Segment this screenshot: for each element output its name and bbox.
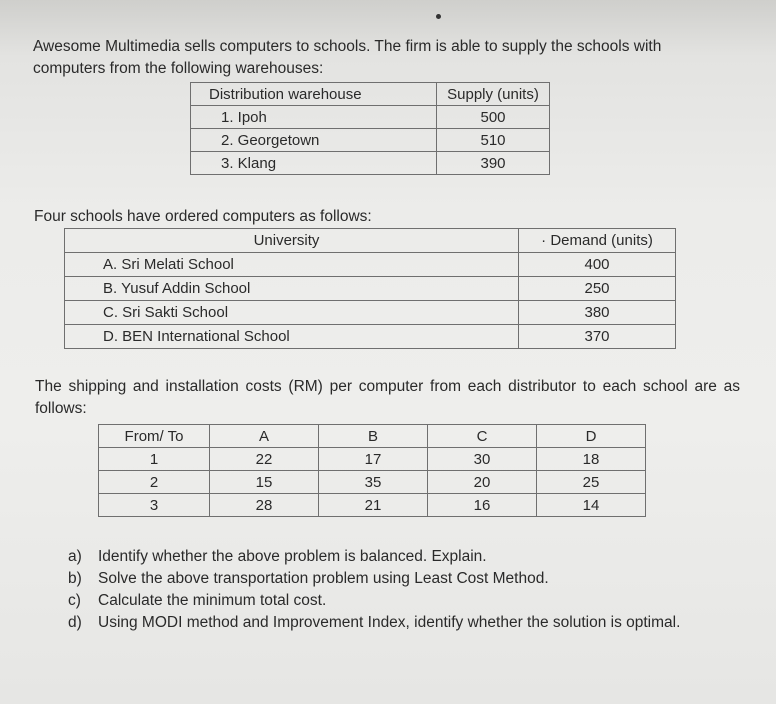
school-name: C. Sri Sakti School — [65, 301, 519, 325]
cost-cell: 18 — [537, 448, 646, 471]
warehouse-supply: 510 — [437, 129, 550, 152]
warehouse-name: 2. Georgetown — [191, 129, 437, 152]
question-text: Calculate the minimum total cost. — [98, 592, 327, 609]
schools-header-row — [65, 229, 676, 253]
school-demand: 370 — [519, 325, 676, 349]
question-text: Identify whether the above problem is balanced. Explain. — [98, 548, 487, 565]
schools-intro-paragraph: Four schools have ordered computers as follows: — [34, 208, 372, 225]
intro-paragraph: Awesome Multimedia sells computers to schools. The firm is able to supply the schools with computers from the following warehouses: — [33, 38, 662, 77]
shipping-intro-paragraph: The shipping and installation costs (RM) per computer from each distributor to each school are as follows: — [35, 378, 740, 417]
school-name: A. Sri Melati School — [65, 253, 519, 277]
question-label: a) — [68, 548, 82, 565]
school-col-header: A — [210, 425, 319, 448]
cost-cell: 20 — [428, 471, 537, 494]
question-item — [68, 568, 740, 590]
cost-cell: 21 — [319, 494, 428, 517]
cost-cell: 35 — [319, 471, 428, 494]
cost-table — [98, 424, 646, 517]
cost-row — [99, 471, 646, 494]
demand-header — [519, 229, 676, 253]
header-mark: · — [541, 232, 547, 249]
question-label: b) — [68, 570, 82, 587]
question-text: Using MODI method and Improvement Index, identify whether the solution is optimal. — [98, 614, 681, 631]
school-row — [65, 253, 676, 277]
cost-cell: 17 — [319, 448, 428, 471]
warehouse-supply: 500 — [437, 106, 550, 129]
question-item — [68, 546, 740, 568]
cost-cell: 14 — [537, 494, 646, 517]
cost-row-label: 1 — [99, 448, 210, 471]
warehouse-supply: 390 — [437, 152, 550, 175]
school-demand: 250 — [519, 277, 676, 301]
school-name: B. Yusuf Addin School — [65, 277, 519, 301]
university-header: University — [65, 229, 519, 253]
school-row — [65, 277, 676, 301]
school-col-header: C — [428, 425, 537, 448]
school-col-header: D — [537, 425, 646, 448]
school-row — [65, 325, 676, 349]
warehouse-row — [191, 129, 550, 152]
question-text: Solve the above transportation problem using Least Cost Method. — [98, 570, 549, 587]
warehouse-row — [191, 152, 550, 175]
warehouse-name: 3. Klang — [191, 152, 437, 175]
warehouse-table — [190, 82, 550, 175]
warehouse-header-row — [191, 83, 550, 106]
school-row — [65, 301, 676, 325]
school-col-header: B — [319, 425, 428, 448]
cost-row — [99, 448, 646, 471]
cost-cell: 15 — [210, 471, 319, 494]
school-demand: 400 — [519, 253, 676, 277]
school-name: D. BEN International School — [65, 325, 519, 349]
cost-cell: 22 — [210, 448, 319, 471]
question-item — [68, 590, 740, 612]
questions-list — [68, 546, 740, 634]
question-label: c) — [68, 592, 81, 609]
warehouse-row — [191, 106, 550, 129]
cost-cell: 30 — [428, 448, 537, 471]
cost-row-label: 2 — [99, 471, 210, 494]
warehouse-name: 1. Ipoh — [191, 106, 437, 129]
question-label: d) — [68, 614, 82, 631]
cost-cell: 28 — [210, 494, 319, 517]
cost-cell: 25 — [537, 471, 646, 494]
demand-header-label: Demand (units) — [550, 232, 653, 249]
cost-row-label: 3 — [99, 494, 210, 517]
cost-header-row — [99, 425, 646, 448]
warehouse-header: Distribution warehouse — [191, 83, 437, 106]
question-item — [68, 612, 740, 634]
from-to-header: From/ To — [99, 425, 210, 448]
cost-row — [99, 494, 646, 517]
supply-header: Supply (units) — [437, 83, 550, 106]
cost-cell: 16 — [428, 494, 537, 517]
schools-table — [64, 228, 676, 349]
school-demand: 380 — [519, 301, 676, 325]
ink-dot — [436, 14, 441, 19]
